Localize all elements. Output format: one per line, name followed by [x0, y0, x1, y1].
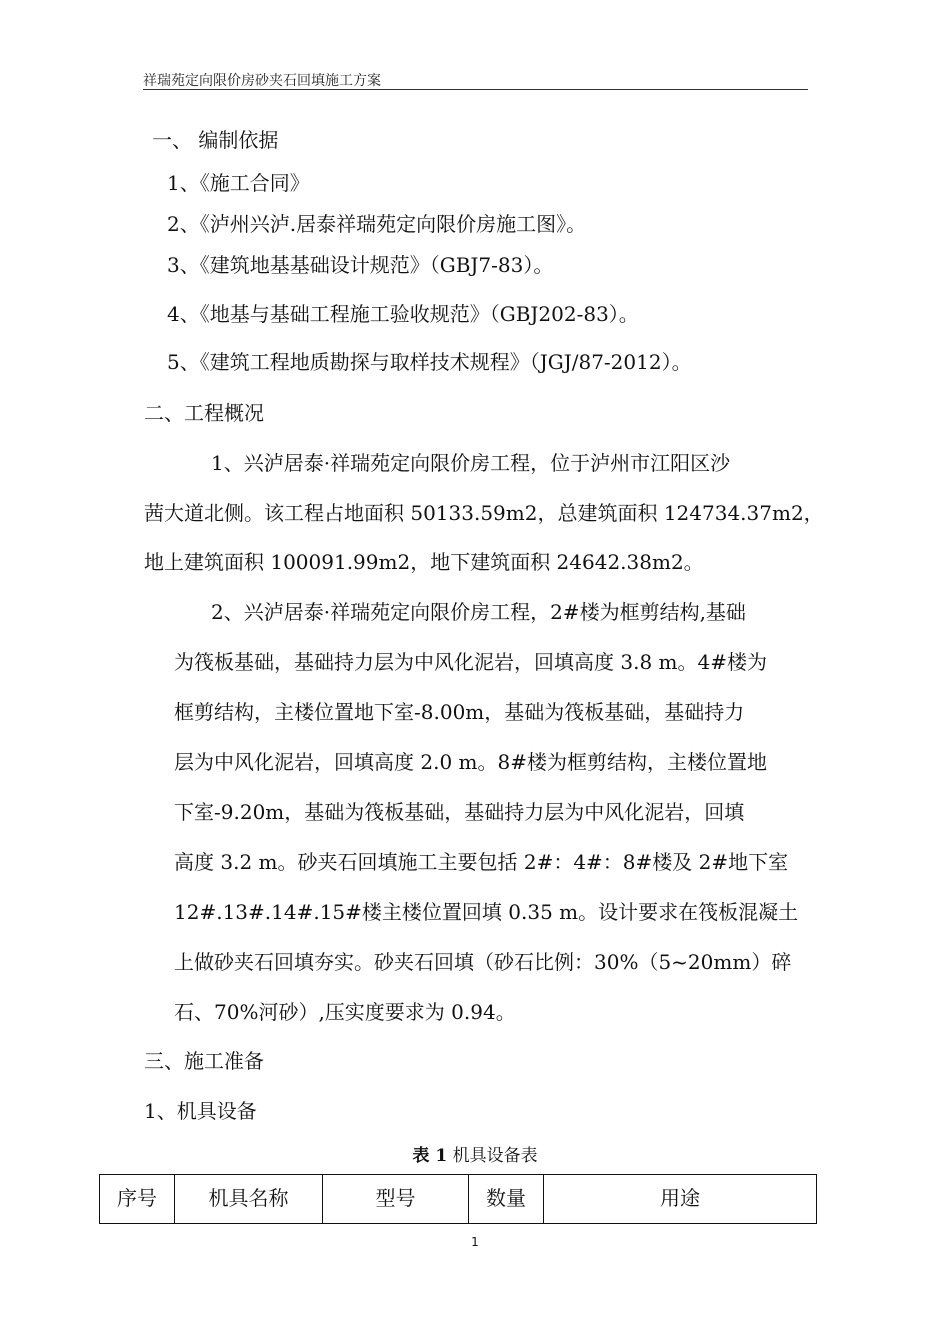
overview-para2-line6: 高度 3.2 m。砂夹石回填施工主要包括 2#：4#：8#楼及 2#地下室 — [174, 850, 789, 874]
page-header: 祥瑞苑定向限价房砂夹石回填施工方案 — [143, 73, 381, 89]
col-header-quantity: 数量 — [469, 1175, 544, 1224]
col-header-model: 型号 — [323, 1175, 469, 1224]
overview-para2-line3: 框剪结构，主楼位置地下室-8.00m，基础为筏板基础，基础持力 — [174, 700, 745, 724]
basis-item-2: 2、《泸州兴泸.居泰祥瑞苑定向限价房施工图》。 — [167, 212, 587, 236]
col-header-index: 序号 — [100, 1175, 175, 1224]
basis-item-1: 1、《施工合同》 — [167, 171, 310, 195]
overview-para2-line4: 层为中风化泥岩，回填高度 2.0 m。8#楼为框剪结构，主楼位置地 — [174, 750, 767, 774]
equipment-subheading: 1、机具设备 — [144, 1099, 257, 1123]
col-header-name: 机具名称 — [175, 1175, 323, 1224]
section-2-heading: 二、工程概况 — [144, 401, 264, 425]
basis-item-4: 4、《地基与基础工程施工验收规范》（GBJ202-83）。 — [167, 302, 639, 326]
header-divider — [143, 89, 808, 90]
basis-item-5: 5、《建筑工程地质勘探与取样技术规程》（JGJ/87-2012）。 — [167, 350, 692, 374]
overview-para2-line8: 上做砂夹石回填夯实。砂夹石回填（砂石比例：30%（5~20mm）碎 — [174, 950, 792, 974]
overview-para2-line9: 石、70%河砂）,压实度要求为 0.94。 — [174, 1000, 516, 1024]
basis-item-3: 3、《建筑地基基础设计规范》（GBJ7-83）。 — [167, 253, 554, 277]
overview-para2-line7: 12#.13#.14#.15#楼主楼位置回填 0.35 m。设计要求在筏板混凝土 — [174, 900, 799, 924]
overview-para1-line2: 茜大道北侧。该工程占地面积 50133.59m2，总建筑面积 124734.37m2， — [144, 501, 824, 525]
table-header-row — [100, 1175, 817, 1224]
overview-para2-line1: 2、兴泸居泰·祥瑞苑定向限价房工程，2#楼为框剪结构,基础 — [211, 600, 746, 624]
overview-para1-line3: 地上建筑面积 100091.99m2，地下建筑面积 24642.38m2。 — [144, 550, 704, 574]
col-header-usage: 用途 — [544, 1175, 817, 1224]
overview-para1-line1: 1、兴泸居泰·祥瑞苑定向限价房工程，位于泸州市江阳区沙 — [211, 451, 731, 475]
overview-para2-line2: 为筏板基础，基础持力层为中风化泥岩，回填高度 3.8 m。4#楼为 — [174, 650, 767, 674]
overview-para2-line5: 下室-9.20m，基础为筏板基础，基础持力层为中风化泥岩，回填 — [174, 800, 745, 824]
table-caption-text: 机具设备表 — [447, 1146, 538, 1166]
table-caption-number: 表 1 — [412, 1146, 448, 1166]
section-1-heading: 一、 编制依据 — [152, 128, 279, 152]
page-number: 1 — [471, 1235, 479, 1249]
table-caption — [0, 1141, 950, 1166]
equipment-table — [99, 1174, 817, 1224]
section-3-heading: 三、施工准备 — [144, 1049, 264, 1073]
